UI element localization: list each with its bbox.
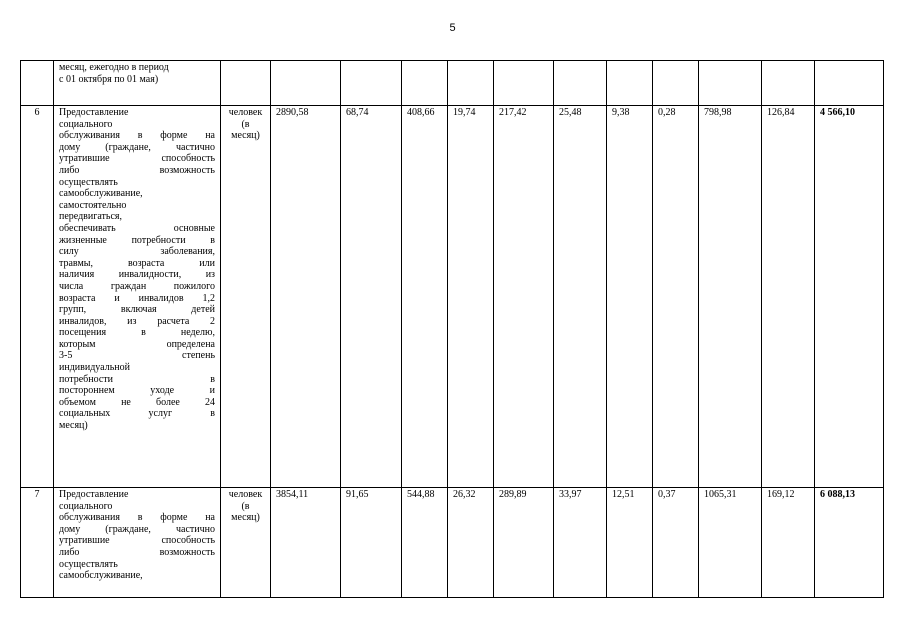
description-line: дому (граждане, частично bbox=[59, 523, 215, 535]
value-cell: 217,42 bbox=[494, 106, 554, 488]
value-cell: 3854,11 bbox=[271, 488, 341, 598]
description-line: дому (граждане, частично bbox=[59, 141, 215, 153]
value-cell: 544,88 bbox=[402, 488, 448, 598]
total-cell: 4 566,10 bbox=[815, 106, 884, 488]
value-cell: 0,37 bbox=[653, 488, 699, 598]
value-cell: 0,28 bbox=[653, 106, 699, 488]
value-cell: 33,97 bbox=[554, 488, 607, 598]
description-line: обеспечивать основные bbox=[59, 222, 215, 234]
description-line: утратившие способность bbox=[59, 153, 215, 165]
value-cell bbox=[271, 61, 341, 106]
description-line: индивидуальной bbox=[59, 362, 130, 374]
description-line: числа граждан пожилого bbox=[59, 280, 215, 292]
value-cell bbox=[341, 61, 402, 106]
description-line: самообслуживание, bbox=[59, 188, 143, 200]
description-line: осуществлять bbox=[59, 558, 118, 570]
unit-cell: человек (в месяц) bbox=[221, 488, 271, 598]
value-cell bbox=[402, 61, 448, 106]
description-line: с 01 октября по 01 мая) bbox=[59, 73, 159, 85]
description-line: социальных услуг в bbox=[59, 408, 215, 420]
description-line: потребности в bbox=[59, 373, 215, 385]
value-cell: 19,74 bbox=[448, 106, 494, 488]
tariff-table bbox=[20, 60, 884, 598]
description-line: возраста и инвалидов 1,2 bbox=[59, 292, 215, 304]
description-line: инвалидов, из расчета 2 bbox=[59, 315, 215, 327]
value-cell: 25,48 bbox=[554, 106, 607, 488]
service-description bbox=[54, 61, 221, 106]
description-line: утратившие способность bbox=[59, 535, 215, 547]
value-cell bbox=[762, 61, 815, 106]
value-cell: 68,74 bbox=[341, 106, 402, 488]
value-cell: 26,32 bbox=[448, 488, 494, 598]
description-line: силу заболевания, bbox=[59, 246, 215, 258]
value-cell bbox=[494, 61, 554, 106]
description-line: групп, включая детей bbox=[59, 304, 215, 316]
total-cell: 6 088,13 bbox=[815, 488, 884, 598]
value-cell: 289,89 bbox=[494, 488, 554, 598]
description-line: обслуживания в форме на bbox=[59, 512, 215, 524]
page-number: 5 bbox=[449, 22, 456, 34]
value-cell: 408,66 bbox=[402, 106, 448, 488]
value-cell bbox=[448, 61, 494, 106]
description-line: наличия инвалидности, из bbox=[59, 269, 215, 281]
value-cell: 169,12 bbox=[762, 488, 815, 598]
value-cell bbox=[607, 61, 653, 106]
value-cell: 12,51 bbox=[607, 488, 653, 598]
description-line: 3-5 степень bbox=[59, 350, 215, 362]
description-line: Предоставление bbox=[59, 489, 129, 500]
description-line: месяц) bbox=[59, 420, 88, 432]
description-line: месяц, ежегодно в период bbox=[59, 62, 169, 73]
description-line: жизненные потребности в bbox=[59, 234, 215, 246]
description-line: либо возможность bbox=[59, 546, 215, 558]
description-line: Предоставление bbox=[59, 107, 129, 118]
value-cell bbox=[653, 61, 699, 106]
description-line: самообслуживание, bbox=[59, 570, 143, 582]
unit-cell: человек (в месяц) bbox=[221, 106, 271, 488]
row-number: 7 bbox=[21, 488, 54, 598]
service-description bbox=[54, 106, 221, 488]
description-line: травмы, возраста или bbox=[59, 257, 215, 269]
row-number bbox=[21, 61, 54, 106]
value-cell: 1065,31 bbox=[699, 488, 762, 598]
value-cell: 9,38 bbox=[607, 106, 653, 488]
description-line: постороннем уходе и bbox=[59, 385, 215, 397]
value-cell: 91,65 bbox=[341, 488, 402, 598]
description-line: обслуживания в форме на bbox=[59, 130, 215, 142]
description-line: объемом не более 24 bbox=[59, 396, 215, 408]
description-line: посещения в неделю, bbox=[59, 327, 215, 339]
row-number: 6 bbox=[21, 106, 54, 488]
description-line: которым определена bbox=[59, 338, 215, 350]
unit-cell bbox=[221, 61, 271, 106]
table-body bbox=[21, 61, 884, 598]
description-line: самостоятельно bbox=[59, 199, 127, 211]
value-cell: 2890,58 bbox=[271, 106, 341, 488]
description-line: социального bbox=[59, 118, 113, 130]
value-cell: 798,98 bbox=[699, 106, 762, 488]
description-line: либо возможность bbox=[59, 164, 215, 176]
total-cell bbox=[815, 61, 884, 106]
value-cell bbox=[699, 61, 762, 106]
description-line: передвигаться, bbox=[59, 211, 123, 223]
description-line: осуществлять bbox=[59, 176, 118, 188]
table-row bbox=[21, 61, 884, 106]
table-row bbox=[21, 106, 884, 488]
value-cell: 126,84 bbox=[762, 106, 815, 488]
value-cell bbox=[554, 61, 607, 106]
description-line: социального bbox=[59, 500, 113, 512]
table-row bbox=[21, 488, 884, 598]
service-description bbox=[54, 488, 221, 598]
